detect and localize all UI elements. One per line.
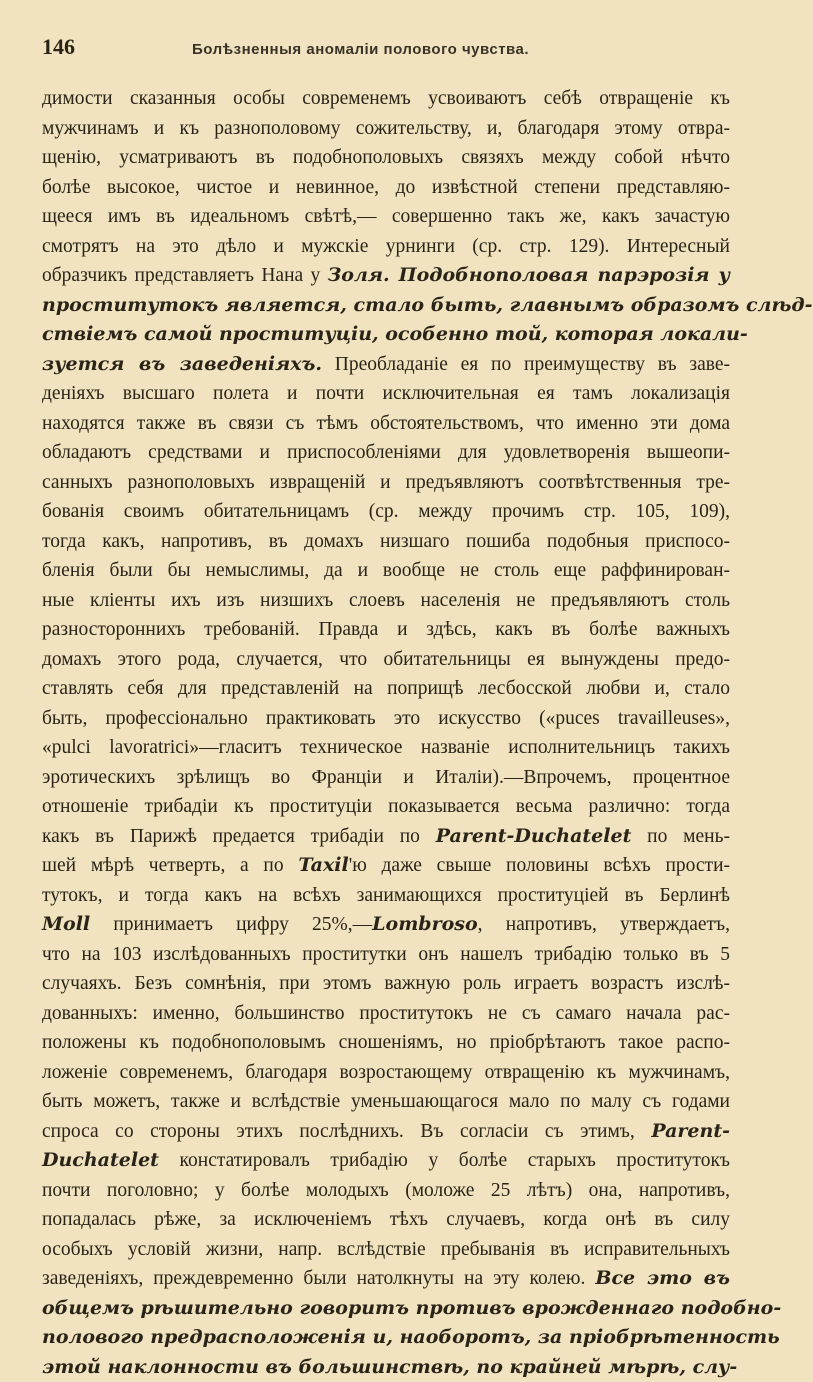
text-line: [42, 232, 730, 262]
text-line: [42, 910, 730, 940]
text-line: [42, 1058, 730, 1088]
text-segment: обладаютъ средствами и приспособленіями для удовлетворенія вышеопи-: [42, 442, 730, 463]
text-segment: шей мѣрѣ четверть, а по: [42, 855, 298, 876]
text-segment: щееся имъ въ идеальномъ свѣтѣ,— совершенно такъ же, какъ зачастую: [42, 206, 730, 227]
italic-text: Parent-: [651, 1120, 730, 1142]
text-segment: тогда какъ, напротивъ, въ домахъ низшаго пошиба подобныя приспосо-: [42, 531, 730, 552]
text-line: [42, 1117, 730, 1147]
text-segment: по мень-: [631, 826, 730, 847]
text-line: [42, 320, 730, 350]
text-line: [42, 851, 730, 881]
text-line: [42, 261, 730, 291]
text-segment: быть можетъ, также и вслѣдствіе уменьшающагося мало по малу съ годами: [42, 1091, 730, 1112]
text-line: [42, 438, 730, 468]
italic-text: Золя. Подобнополовая парэрозія у: [328, 264, 730, 286]
text-segment: деніяхъ высшаго полета и почти исключительная ея тамъ локализація: [42, 383, 730, 404]
text-line: [42, 1176, 730, 1206]
text-line: [42, 792, 730, 822]
text-line: [42, 1235, 730, 1265]
text-line: [42, 645, 730, 675]
text-segment: ложеніе современемъ, благодаря возростающему отвращенію къ мужчинамъ,: [42, 1062, 730, 1083]
text-line: [42, 615, 730, 645]
text-segment: эротическихъ зрѣлищъ во Франціи и Италіи).—Впрочемъ, процентное: [42, 767, 730, 788]
text-line: [42, 1294, 730, 1324]
text-segment: принимаетъ цифру 25%,—: [90, 914, 372, 935]
text-line: [42, 114, 730, 144]
text-segment: домахъ этого рода, случается, что обитательницы ея вынуждены предо-: [42, 649, 730, 670]
text-segment: почти поголовно; у болѣе молодыхъ (моложе 25 лѣтъ) она, напротивъ,: [42, 1180, 730, 1201]
text-segment: тутокъ, и тогда какъ на всѣхъ занимающихся проституціей въ Берлинѣ: [42, 885, 730, 906]
italic-text: Duchatelet: [42, 1149, 159, 1171]
italic-text: Все это въ: [595, 1267, 730, 1289]
text-line: [42, 143, 730, 173]
italic-text: общемъ рѣшительно говоритъ противъ врожденнаго подобно-: [42, 1297, 781, 1319]
text-line: [42, 999, 730, 1029]
text-segment: что на 103 изслѣдованныхъ проститутки онъ нашелъ трибадію только въ 5: [42, 944, 730, 965]
text-line: [42, 1264, 730, 1294]
text-line: [42, 202, 730, 232]
text-segment: спроса со стороны этихъ послѣднихъ. Въ согласіи съ этимъ,: [42, 1121, 651, 1142]
text-line: [42, 1028, 730, 1058]
text-segment: попадалась рѣже, за исключеніемъ тѣхъ случаевъ, когда онѣ въ силу: [42, 1209, 730, 1230]
text-line: [42, 674, 730, 704]
text-line: [42, 1353, 730, 1382]
italic-text: Taxil: [298, 854, 348, 876]
text-segment: ставлять себя для представленій на поприщѣ лесбосской любви и, стало: [42, 678, 730, 699]
text-line: [42, 822, 730, 852]
text-segment: ные кліенты ихъ изъ низшихъ слоевъ населенія не предъявляютъ столь: [42, 590, 730, 611]
italic-text: Moll: [42, 913, 90, 935]
text-segment: случаяхъ. Безъ сомнѣнія, при этомъ важную роль играетъ возрастъ изслѣ-: [42, 973, 730, 994]
running-title: Болѣзненныя аномаліи полового чувства.: [192, 41, 529, 58]
page-number: 146: [42, 34, 192, 60]
text-line: [42, 881, 730, 911]
body-text: [42, 84, 730, 1382]
text-segment: положены къ подобнополовымъ сношеніямъ, но пріобрѣтаютъ такое распо-: [42, 1032, 730, 1053]
text-segment: какъ въ Парижѣ предается трибадіи по: [42, 826, 436, 847]
text-segment: «pulci lavoratrici»—гласитъ техническое названіе исполнительницъ такихъ: [42, 737, 730, 758]
text-line: [42, 84, 730, 114]
text-line: [42, 350, 730, 380]
text-line: [42, 1205, 730, 1235]
text-segment: дованныхъ: именно, большинство проститутокъ не съ самаго начала рас-: [42, 1003, 730, 1024]
text-line: [42, 733, 730, 763]
text-segment: болѣе высокое, чистое и невинное, до извѣстной степени представляю-: [42, 177, 730, 198]
text-line: [42, 1087, 730, 1117]
text-segment: мужчинамъ и къ разнополовому сожительству, и, благодаря этому отвра-: [42, 118, 730, 139]
page-header: [42, 34, 730, 74]
italic-text: ствіемъ самой проституціи, особенно той, которая локали-: [42, 323, 748, 345]
text-line: [42, 704, 730, 734]
text-line: [42, 940, 730, 970]
text-segment: констатировалъ трибадію у болѣе старыхъ проститутокъ: [159, 1150, 730, 1171]
text-line: [42, 173, 730, 203]
italic-text: зуется въ заведеніяхъ.: [42, 353, 322, 375]
text-segment: , напротивъ, утверждаетъ,: [478, 914, 730, 935]
text-line: [42, 1323, 730, 1353]
text-line: [42, 586, 730, 616]
text-segment: димости сказанныя особы современемъ усвоиваютъ себѣ отвращеніе къ: [42, 88, 730, 109]
text-segment: быть, профессіонально практиковать это искусство («puces travailleuses»,: [42, 708, 730, 729]
italic-text: этой наклонности въ большинствѣ, по крайней мѣрѣ, слу-: [42, 1356, 737, 1378]
italic-text: Parent-Duchatelet: [436, 825, 632, 847]
italic-text: проститутокъ является, стало быть, главнымъ образомъ слѣд-: [42, 294, 813, 316]
text-segment: санныхъ разнополовыхъ извращеній и предъявляютъ соотвѣтственныя тре-: [42, 472, 730, 493]
text-segment: особыхъ условій жизни, напр. вслѣдствіе пребыванія въ исправительныхъ: [42, 1239, 730, 1260]
italic-text: Lombroso: [372, 913, 477, 935]
text-segment: находятся также въ связи съ тѣмъ обстоятельствомъ, что именно эти дома: [42, 413, 730, 434]
text-segment: разностороннихъ требованій. Правда и здѣсь, какъ въ болѣе важныхъ: [42, 619, 730, 640]
text-line: [42, 409, 730, 439]
text-line: [42, 379, 730, 409]
text-line: [42, 556, 730, 586]
text-segment: бованія своимъ обитательницамъ (ср. между прочимъ стр. 105, 109),: [42, 501, 730, 522]
text-segment: Преобладаніе ея по преимуществу въ заве-: [322, 354, 730, 375]
text-line: [42, 1146, 730, 1176]
text-line: [42, 527, 730, 557]
text-segment: заведеніяхъ, преждевременно были натолкнуты на эту колею.: [42, 1268, 595, 1289]
italic-text: полового предрасположенія и, наоборотъ, за пріобрѣтенность: [42, 1326, 780, 1348]
text-segment: образчикъ представляетъ Нана у: [42, 265, 328, 286]
text-line: [42, 497, 730, 527]
text-line: [42, 763, 730, 793]
text-segment: бленія были бы немыслимы, да и вообще не столь еще раффинирован-: [42, 560, 730, 581]
text-line: [42, 969, 730, 999]
text-segment: смотрятъ на это дѣло и мужскіе урнинги (ср. стр. 129). Интересный: [42, 236, 730, 257]
text-segment: 'ю даже свыше половины всѣхъ прости-: [349, 855, 730, 876]
text-line: [42, 468, 730, 498]
text-line: [42, 291, 730, 321]
text-segment: отношеніе трибадіи къ проституціи показывается весьма различно: тогда: [42, 796, 730, 817]
text-segment: щенію, усматриваютъ въ подобнополовыхъ связяхъ между собой нѣчто: [42, 147, 730, 168]
